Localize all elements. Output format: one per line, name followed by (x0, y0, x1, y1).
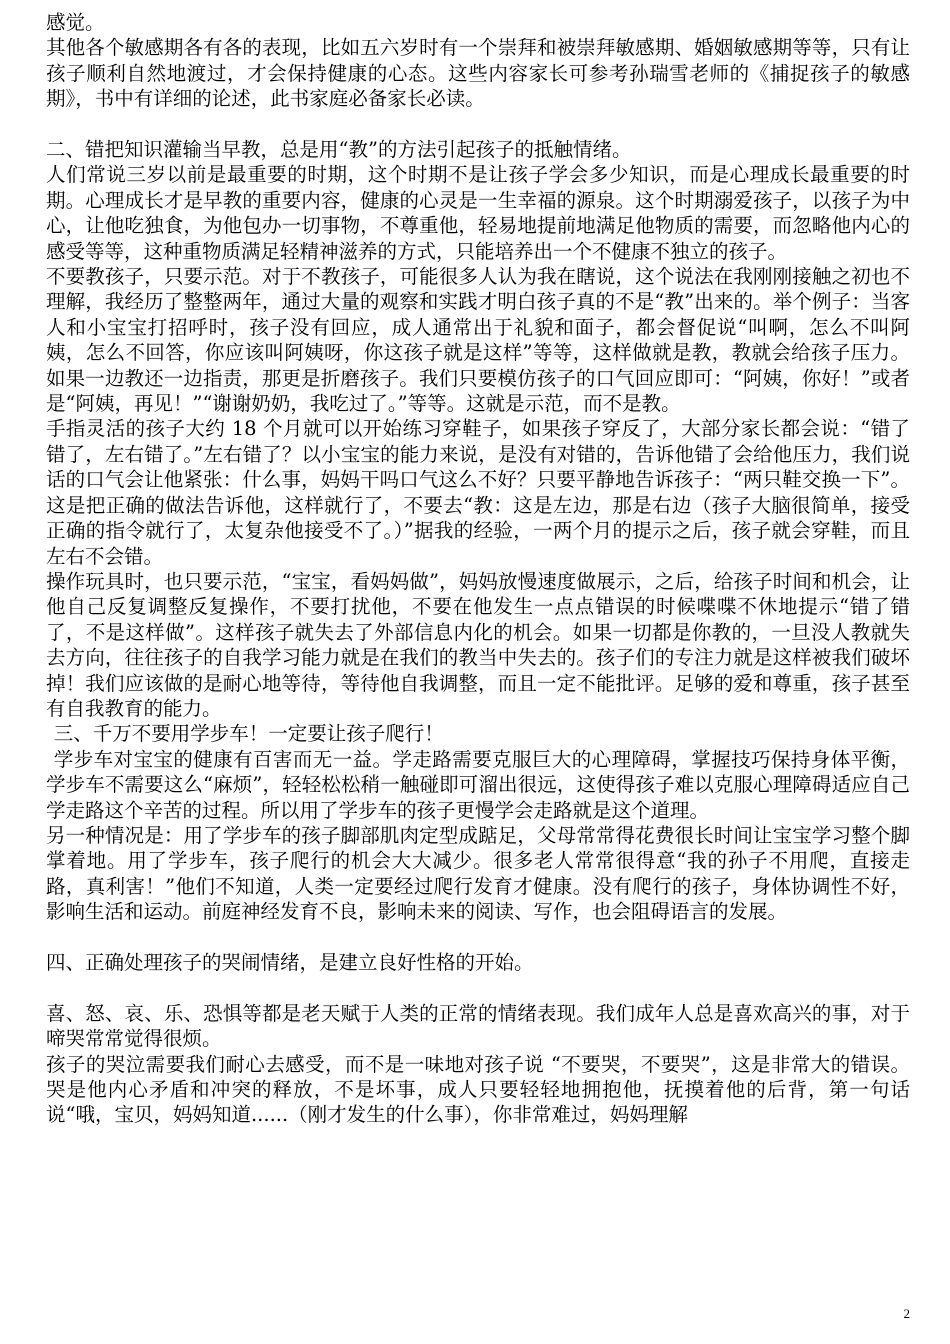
section-heading: 四、正确处理孩子的哭闹情绪，是建立良好性格的开始。 (46, 951, 534, 974)
paragraph: 人们常说三岁以前是最重要的时期，这个时期不是让孩子学会多少知识，而是心理成长最重要的时期。心理成长才是早教的重要内容，健康的心灵是一生幸福的源泉。这个时期溺爱孩子，以孩子为中心，让他吃独食，为他包办一切事物，不尊重他，轻易地提前地满足他物质的需要，而忽略他内心的感受等等，这种重物质满足轻精神滋养的方式，只能培养出一个不健康不独立的孩子。 (46, 163, 910, 263)
section-heading: 三、千万不要用学步车！一定要让孩子爬行！ (53, 722, 444, 746)
blank-line (46, 925, 910, 950)
blank-line (46, 975, 910, 1000)
paragraph: 不要教孩子，只要示范。对于不教孩子，可能很多人认为我在瞎说，这个说法在我刚刚接触之初也不理解，我经历了整整两年，通过大量的观察和实践才明白孩子真的不是“教”出来的。举个例子：当客人和小宝宝打招呼时，孩子没有回应，成人通常出于礼貌和面子，都会督促说“叫啊，怎么不叫阿姨，怎么不回答，你应该叫阿姨呀，你这孩子就是这样”等等，这样做就是教，教就会给孩子压力。如果一边教还一边指责，那更是折磨孩子。我们只要模仿孩子的口气回应即可：“阿姨，你好！”或者是“阿姨，再见！”“谢谢奶奶，我吃过了。”等等。这就是示范，而不是教。 (46, 265, 910, 416)
page-number: 2 (903, 1306, 910, 1321)
document-page (46, 10, 910, 1128)
paragraph: 喜、怒、哀、乐、恐惧等都是老天赋于人类的正常的情绪表现。我们成年人总是喜欢高兴的事，对于啼哭常常觉得很烦。 (46, 1001, 910, 1051)
paragraph: 学步车对宝宝的健康有百害而无一益。学走路需要克服巨大的心理障碍，掌握技巧保持身体平衡，学步车不需要这么“麻烦”，轻轻松松稍一触碰即可溜出很远，这使得孩子难以克服心理障碍适应自己学走路这个辛苦的过程。所以用了学步车的孩子更慢学会走路就是这个道理。 (46, 747, 910, 822)
paragraph: 其他各个敏感期各有各的表现，比如五六岁时有一个崇拜和被崇拜敏感期、婚姻敏感期等等，只有让孩子顺利自然地渡过，才会保持健康的心态。这些内容家长可参考孙瑞雪老师的《捕捉孩子的敏感期》，书中有详细的论述，此书家庭必备家长必读。 (46, 36, 910, 111)
paragraph: 手指灵活的孩子大约 18 个月就可以开始练习穿鞋子，如果孩子穿反了，大部分家长都会说：“错了错了，左右错了。”左右错了？以小宝宝的能力来说，是没有对错的，告诉他错了会给他压力，我们说话的口气会让他紧张：什么事，妈妈干吗口气这么不好？只要平静地告诉孩子：“两只鞋交换一下”。这是把正确的做法告诉他，这样就行了，不要去“教：这是左边，那是右边（孩子大脑很简单，接受正确的指令就行了，太复杂他接受不了。）”据我的经验，一两个月的提示之后，孩子就会穿鞋，而且左右不会错。 (46, 417, 910, 568)
section-heading: 二、错把知识灌输当早教，总是用“教”的方法引起孩子的抵触情绪。 (46, 138, 632, 162)
paragraph: 孩子的哭泣需要我们耐心去感受，而不是一味地对孩子说 “不要哭，不要哭”，这是非常大的错误。哭是他内心矛盾和冲突的释放，不是坏事，成人只要轻轻地拥抱他，抚摸着他的后背，第一句话说“哦，宝贝，妈妈知道......（刚才发生的什么事），你非常难过，妈妈理解 (46, 1052, 910, 1127)
blank-line (46, 112, 910, 137)
paragraph: 感觉。 (46, 11, 105, 34)
paragraph: 另一种情况是：用了学步车的孩子脚部肌肉定型成踮足，父母常常得花费很长时间让宝宝学习整个脚掌着地。用了学步车，孩子爬行的机会大大减少。很多老人常常很得意“我的孙子不用爬，直接走路，真利害！”他们不知道，人类一定要经过爬行发育才健康。没有爬行的孩子，身体协调性不好，影响生活和运动。前庭神经发育不良，影响未来的阅读、写作，也会阻碍语言的发展。 (46, 823, 910, 924)
paragraph: 操作玩具时，也只要示范，“宝宝，看妈妈做”，妈妈放慢速度做展示，之后，给孩子时间和机会，让他自己反复调整反复操作，不要打扰他，不要在他发生一点点错误的时候喋喋不休地提示“错了错了，不是这样做”。这样孩子就失去了外部信息内化的机会。如果一切都是你教的，一旦没人教就失去方向，往往孩子的自我学习能力就是在我们的教当中失去的。孩子们的专注力就是这样被我们破坏掉！我们应该做的是耐心地等待，等待他自我调整，而且一定不能批评。足够的爱和尊重，孩子甚至有自我教育的能力。 (46, 569, 910, 720)
